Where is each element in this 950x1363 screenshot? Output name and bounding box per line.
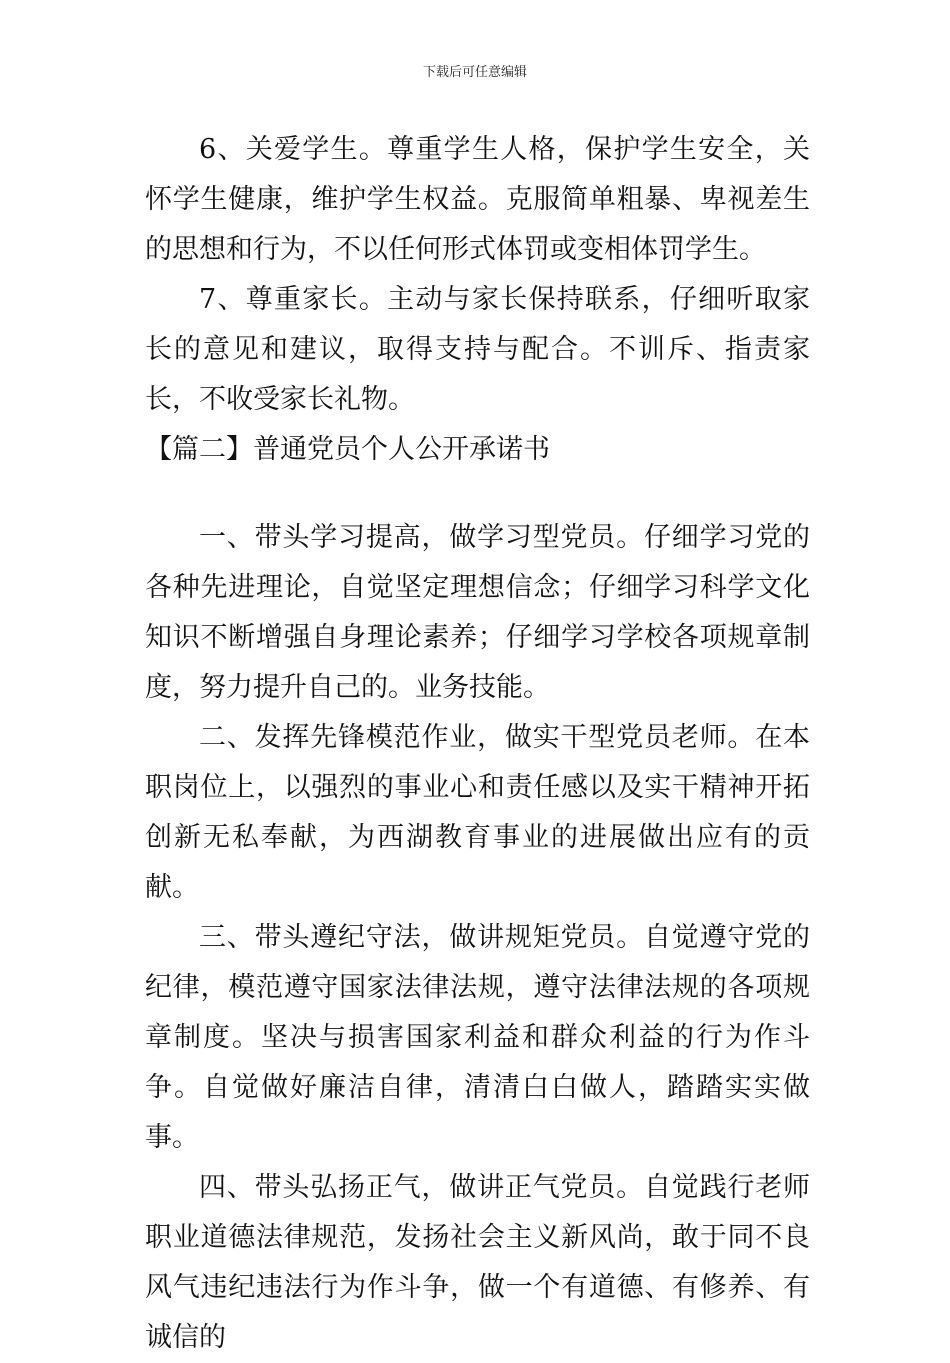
page-header: 下载后可任意编辑 [422,65,527,80]
paragraph-study: 一、带头学习提高，做学习型党员。仔细学习党的各种先进理论，自觉坚定理想信念；仔细学习科学文化知识不断增强自身理论素养；仔细学习学校各项规章制度，努力提升自己的。业务技能。 [145,522,810,703]
paragraph-integrity: 四、带头弘扬正气，做讲正气党员。自觉践行老师职业道德法律规范，发扬社会主义新风尚，敢于同不良风气违纪违法行为作斗争，做一个有道德、有修养、有诚信的 [145,1172,810,1353]
document-body [145,125,810,1363]
paragraph-discipline: 三、带头遵纪守法，做讲规矩党员。自觉遵守党的纪律，模范遵守国家法律法规，遵守法律法规的各项规章制度。坚决与损害国家利益和群众利益的行为作斗争。自觉做好廉洁自律，清清白白做人，踏踏实实做事。 [145,922,810,1153]
paragraph-care-students: 6、关爱学生。尊重学生人格，保护学生安全，关怀学生健康，维护学生权益。克服简单粗暴、卑视差生的思想和行为，不以任何形式体罚或变相体罚学生。 [145,134,810,265]
paragraph-respect-parents: 7、尊重家长。主动与家长保持联系，仔细听取家长的意见和建议，取得支持与配合。不训斥、指责家长，不收受家长礼物。 [145,284,810,415]
section-heading: 【篇二】普通党员个人公开承诺书 [145,434,550,465]
section-spacer [145,475,810,513]
paragraph-pioneer: 二、发挥先锋模范作业，做实干型党员老师。在本职岗位上，以强烈的事业心和责任感以及实干精神开拓创新无私奉献，为西湖教育事业的进展做出应有的贡献。 [145,722,810,903]
